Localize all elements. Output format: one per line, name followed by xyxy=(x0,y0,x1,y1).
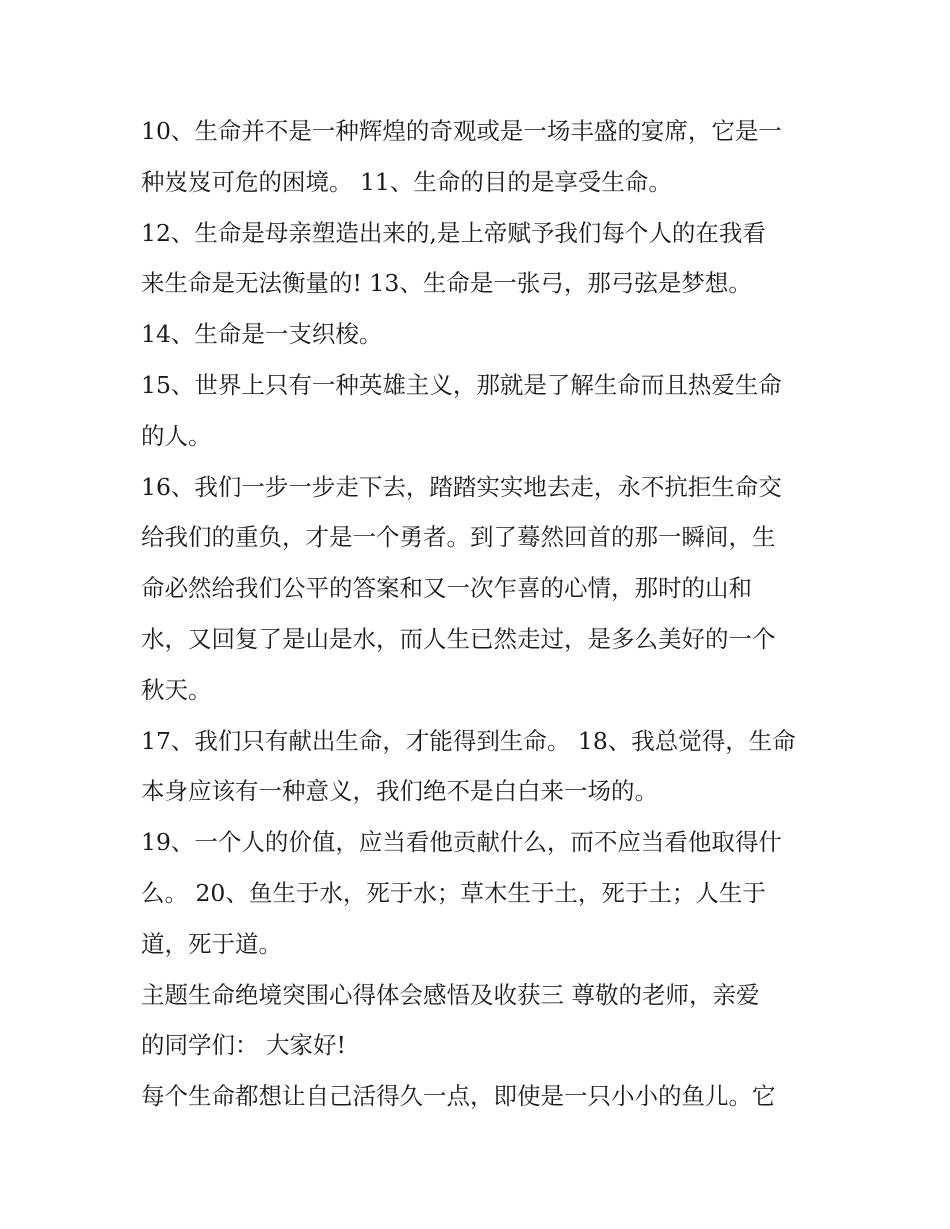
paragraph-14 xyxy=(141,309,821,360)
text-line: 10、生命并不是一种辉煌的奇观或是一场丰盛的宴席，它是一 xyxy=(141,117,782,145)
paragraph-15 xyxy=(141,360,821,462)
paragraph-16 xyxy=(141,462,821,716)
text-line: 12、生命是母亲塑造出来的,是上帝赋予我们每个人的在我看 xyxy=(141,218,766,247)
text-line: 水，又回复了是山是水，而人生已然走过，是多么美好的一个 xyxy=(141,624,776,653)
text-line: 15、世界上只有一种英雄主义，那就是了解生命而且热爱生命 xyxy=(141,370,782,399)
text-line: 种岌岌可危的困境。 11、生命的目的是享受生命。 xyxy=(141,167,672,196)
text-line: 16、我们一步一步走下去，踏踏实实地去走，永不抗拒生命交 xyxy=(141,472,782,501)
text-line: 本身应该有一种意义，我们绝不是白白来一场的。 xyxy=(141,777,658,806)
text-line: 每个生命都想让自己活得久一点，即使是一只小小的鱼儿。它 xyxy=(141,1082,776,1111)
document-body xyxy=(141,106,821,1122)
text-line: 的人。 xyxy=(141,421,212,450)
paragraph-10-11 xyxy=(141,106,821,208)
text-line: 秋天。 xyxy=(141,675,212,704)
text-line: 14、生命是一支织梭。 xyxy=(141,320,383,349)
text-line: 17、我们只有献出生命，才能得到生命。 18、我总觉得，生命 xyxy=(141,726,796,755)
paragraph-19-20 xyxy=(141,817,821,969)
text-line: 主题生命绝境突围心得体会感悟及收获三 尊敬的老师，亲爱 xyxy=(141,980,760,1009)
paragraph-topic-heading xyxy=(141,970,821,1072)
text-line: 道，死于道。 xyxy=(141,929,282,958)
text-line: 来生命是无法衡量的! 13、生命是一张弓，那弓弦是梦想。 xyxy=(141,269,752,298)
text-line: 的同学们： 大家好! xyxy=(141,1031,346,1060)
paragraph-12-13 xyxy=(141,208,821,310)
paragraph-closing xyxy=(141,1071,821,1122)
text-line: 命必然给我们公平的答案和又一次乍喜的心情，那时的山和 xyxy=(141,574,752,603)
text-line: 给我们的重负，才是一个勇者。到了蓦然回首的那一瞬间，生 xyxy=(141,523,776,552)
text-line: 么。 20、鱼生于水，死于水；草木生于土，死于土；人生于 xyxy=(141,878,766,907)
text-line: 19、一个人的价值，应当看他贡献什么，而不应当看他取得什 xyxy=(141,828,782,857)
paragraph-17-18 xyxy=(141,716,821,818)
